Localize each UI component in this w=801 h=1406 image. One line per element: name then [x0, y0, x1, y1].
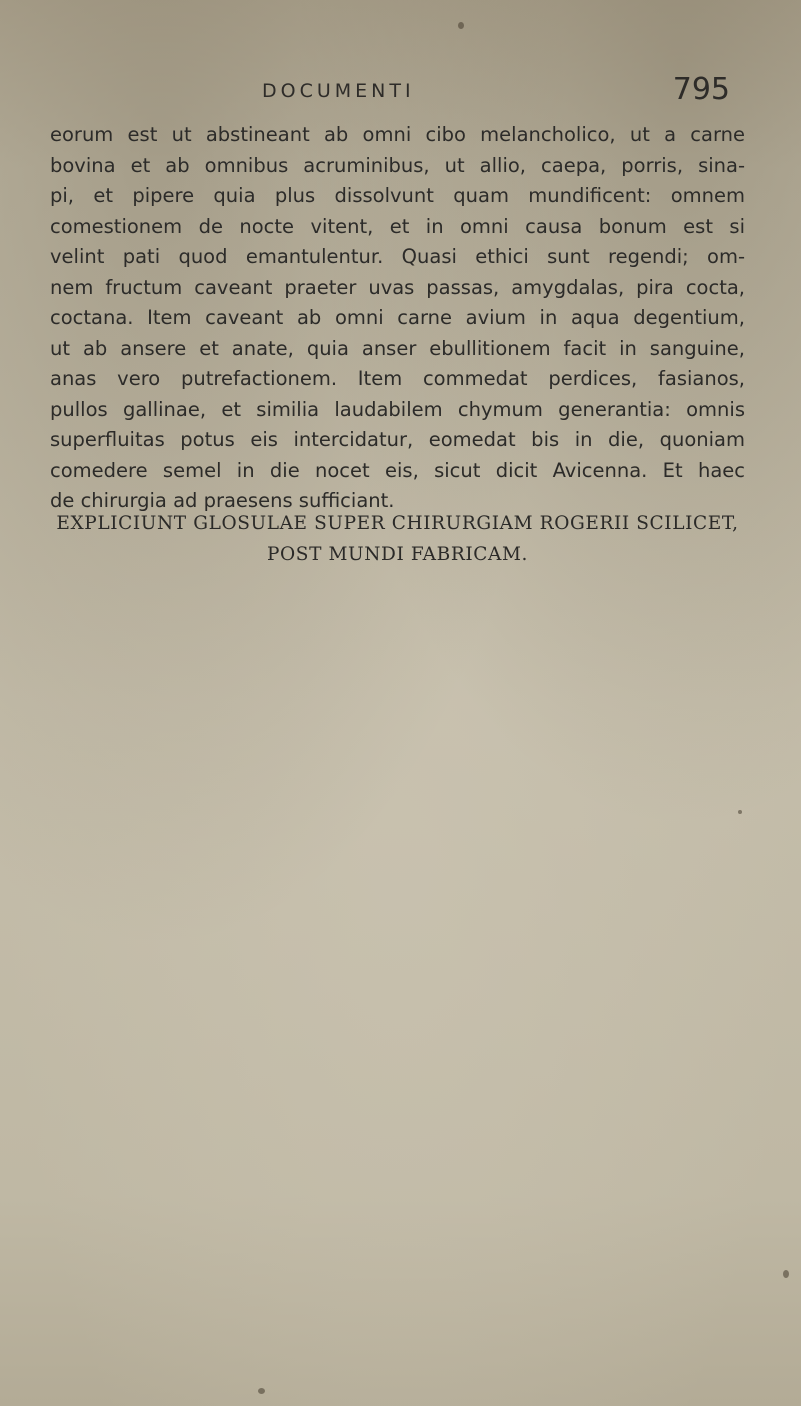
text-line: velint pati quod emantulentur. Quasi ethici sunt regendi; om- [50, 245, 745, 268]
text-line: pi, et pipere quia plus dissolvunt quam mundificent: omnem [50, 184, 745, 207]
text-line: bovina et ab omnibus acruminibus, ut allio, caepa, porris, sina- [50, 153, 745, 177]
ink-spot [738, 810, 742, 814]
running-head-title: DOCUMENTI [262, 80, 415, 102]
text-line: nem fructum caveant praeter uvas passas, amygdalas, pira cocta, [50, 275, 745, 299]
body-paragraph [50, 120, 745, 517]
running-head [262, 72, 730, 110]
text-line: comedere semel in die nocet eis, sicut dicit Avicenna. Et haec [50, 458, 745, 482]
text-line: pullos gallinae, et similia laudabilem chymum generantia: omnis [50, 397, 745, 421]
page-number: 795 [672, 72, 730, 107]
explicit-heading [50, 508, 745, 570]
ink-spot [458, 22, 464, 29]
text-line: eorum est ut abstineant ab omni cibo melancholico, ut a carne [50, 123, 745, 146]
text-line: anas vero putrefactionem. Item commedat perdices, fasianos, [50, 367, 745, 390]
explicit-line-2: POST MUNDI FABRICAM. [266, 544, 528, 565]
ink-spot [258, 1388, 265, 1394]
text-line: comestionem de nocte vitent, et in omni causa bonum est si [50, 214, 745, 238]
text-line: superfluitas potus eis intercidatur, eomedat bis in die, quoniam [50, 428, 745, 451]
ink-spot [783, 1270, 789, 1278]
text-line: ut ab ansere et anate, quia anser ebullitionem facit in sanguine, [50, 336, 745, 360]
text-line: coctana. Item caveant ab omni carne avium in aqua degentium, [50, 306, 745, 329]
explicit-line-1: EXPLICIUNT GLOSULAE SUPER CHIRURGIAM ROGERII SCILICET, [56, 513, 739, 534]
text-line: de chirurgia ad praesens sufficiant. [50, 489, 395, 512]
